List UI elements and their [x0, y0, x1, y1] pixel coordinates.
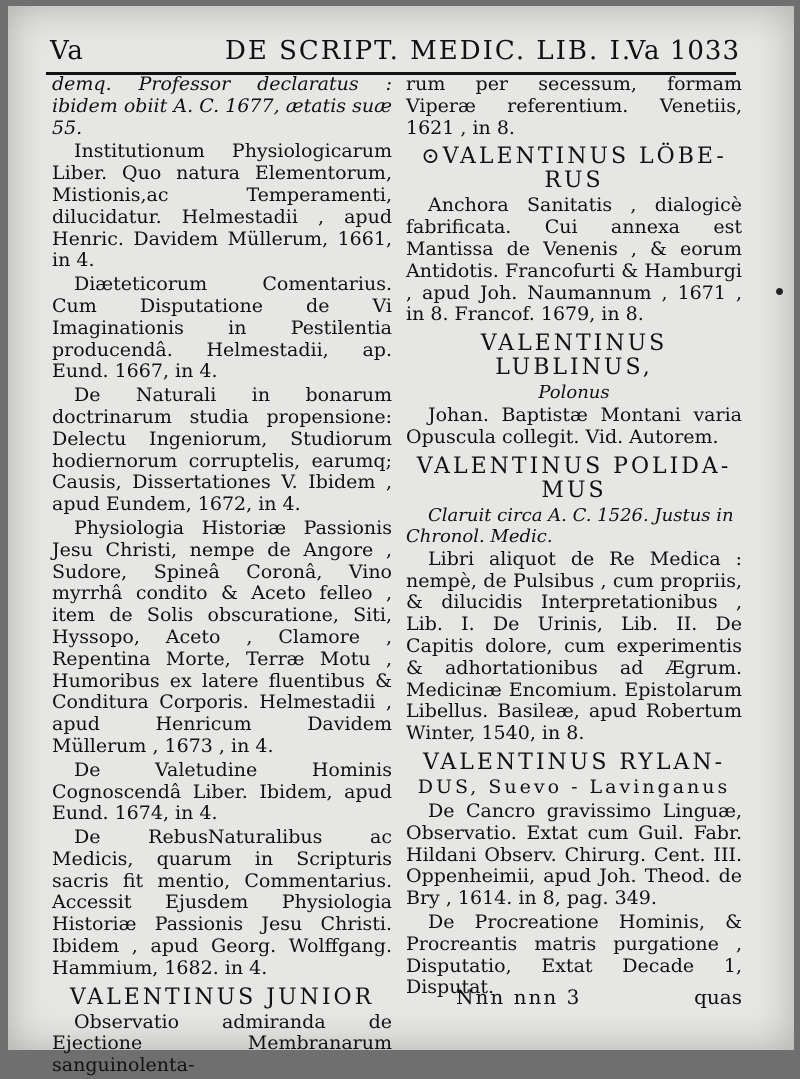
paragraph: De Naturali in bonarum doctrinarum studia propensione: Delectu Ingeniorum, Studiorum hodiernorum corruptelis, earumq; Causis, Dissertationes V. Ibidem , apud Eundem, 1672, in 4.: [52, 384, 392, 516]
entry-heading-line: MUS: [541, 477, 607, 503]
page-footer: [406, 985, 742, 1011]
catchword: quas: [694, 985, 742, 1009]
entry-heading: [406, 455, 742, 503]
signature-mark: Nnn nnn 3: [456, 985, 582, 1009]
left-intro: demq. Professor declaratus : ibidem obiit A. C. 1677, ætatis suæ 55.: [52, 73, 392, 139]
paragraph: Observatio admiranda de Ejectione Membranarum sanguinolenta-: [52, 1010, 392, 1077]
entry-heading-line: ⊙VALENTINUS LÖBE-: [421, 144, 727, 170]
entry-text: De Cancro gravissimo Linguæ, Observatio. Extat cum Guil. Fabr. Hildani Observ. Chirurg. Cent. III. Oppenheimii, apud Joh. Theod. de Bry , 1614. in 8, pag. 349.: [406, 799, 742, 910]
entry-heading: [406, 751, 742, 799]
paragraph: De Valetudine Hominis Cognoscendâ Liber. Ibidem, apud Eund. 1674, in 4.: [52, 758, 392, 825]
paragraph: Institutionum Physiologicarum Liber. Quo natura Elementorum, Mistionis,ac Temperamenti, dilucidatur. Helmestadii , apud Henric. Davidem Müllerum, 1661, in 4.: [52, 140, 392, 272]
entry-text: Johan. Baptistæ Montani varia Opuscula collegit. Vid. Autorem.: [406, 404, 742, 448]
entry-subhead: Polonus: [538, 382, 610, 404]
entry-heading-line: RUS: [544, 168, 604, 194]
header-title: DE SCRIPT. MEDIC. LIB. I.: [225, 36, 633, 66]
running-header: [50, 36, 740, 72]
entry-subhead: Claruit circa A. C. 1526. Justus in Chronol. Medic.: [406, 504, 734, 547]
paragraph: Diæteticorum Comentarius. Cum Disputatione de Vi Imaginationis in Pestilentia producendâ. Helmestadii, ap. Eund. 1667, in 4.: [52, 273, 392, 383]
entry-heading-line: DUS, Suevo - Lavinganus: [417, 775, 731, 798]
header-left: Va: [50, 36, 84, 66]
header-page-number: Va 1033: [626, 36, 740, 66]
entry-heading-line: VALENTINUS RYLAN-: [422, 749, 725, 775]
paragraph: De Procreatione Hominis, & Procreantis matris purgatione , Disputatio, Extat Decade 1, Disputat.: [406, 910, 742, 999]
entry-heading-line: VALENTINUS POLIDA-: [416, 453, 732, 479]
left-column: [52, 74, 392, 1079]
entry-text: Anchora Sanitatis , dialogicè fabrificata. Cui annexa est Mantissa de Venenis , & eorum Antidotis. Francofurti & Hamburgi , apud Joh. Naumannum , 1671 , in 8. Francof. 1679, in 8.: [406, 194, 742, 326]
entry-heading: [406, 145, 742, 193]
ink-spot: [776, 288, 783, 295]
entry-heading: VALENTINUS JUNIOR: [69, 984, 375, 1010]
right-intro: rum per secessum, formam Viperæ referentium. Venetiis, 1621 , in 8.: [406, 73, 742, 139]
paragraph: Physiologia Historiæ Passionis Jesu Christi, nempe de Angore , Sudore, Spineâ Coronâ, Vino myrrhâ condito & Aceto felleo , item de Solis obscuratione, Siti, Hyssopo, Aceto , Clamore , Repentina Morte, Terræ Motu , Humoribus ex latere fluentibus & Conditura Corporis. Helmestadii , apud Henricum Davidem Müllerum , 1673 , in 4.: [52, 516, 392, 757]
entry-heading: VALENTINUS LUBLINUS,: [480, 331, 668, 381]
paragraph: De RebusNaturalibus ac Medicis, quarum in Scripturis sacris fit mentio, Commentarius. Accessit Ejusdem Physiologia Historiæ Passionis Jesu Christi. Ibidem , apud Georg. Wolffgang. Hammium, 1682. in 4.: [52, 826, 392, 979]
entry-text: Libri aliquot de Re Medica : nempè, de Pulsibus , cum propriis, & dilucidis Interpretationibus , Lib. I. De Urinis, Lib. II. De Capitis dolore, cum experimentis & adhortationibus ad Ægrum. Medicinæ Encomium. Epistolarum Libellus. Basileæ, apud Robertum Winter, 1540, in 8.: [406, 547, 742, 745]
right-column: [406, 74, 742, 1001]
